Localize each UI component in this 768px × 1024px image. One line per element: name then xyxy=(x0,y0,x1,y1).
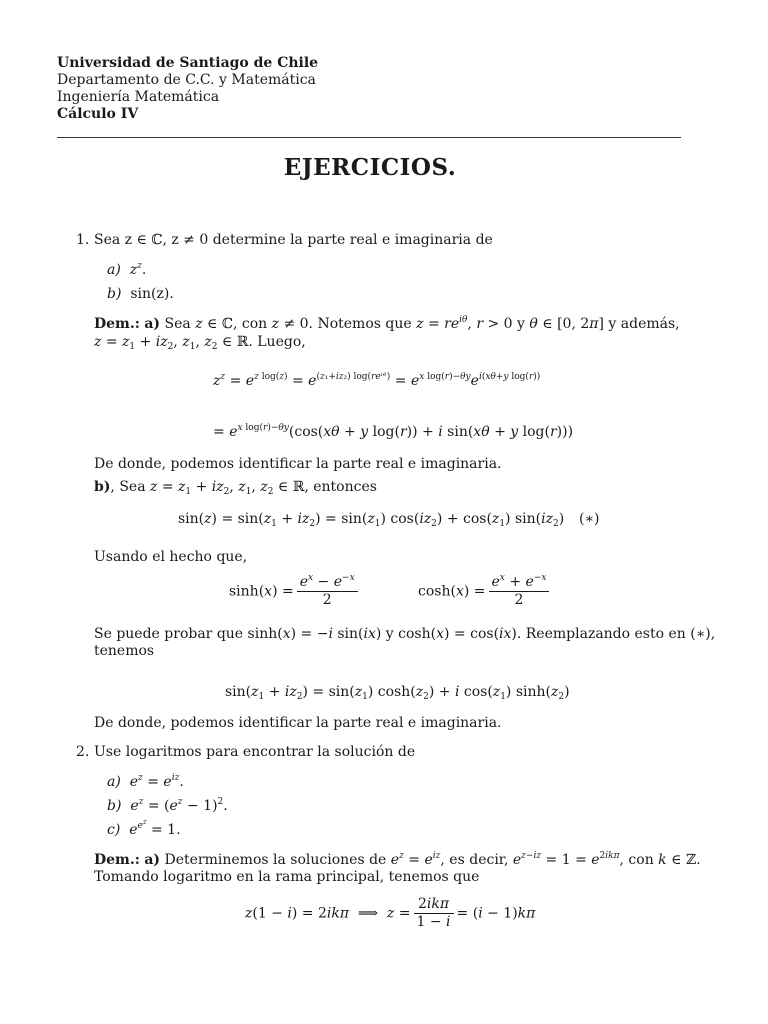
replace-line-1: Se puede probar que sinh(x) = −i sin(ix) y cosh(x) = cos(ix). Reemplazando esto en (∗), xyxy=(94,626,716,642)
item-label: b) xyxy=(107,798,122,814)
ex1-dem-b-line: b), Sea $z = z_1 + iz_2$, $z_1$, $z_2$ ∈ ℝ, entonces xyxy=(94,479,377,497)
course-name: Cálculo IV xyxy=(57,106,139,122)
ex2-dem-line2: Tomando logaritmo en la rama principal, tenemos que xyxy=(94,869,480,885)
university-name: Universidad de Santiago de Chile xyxy=(57,55,319,71)
item-label: c) xyxy=(107,822,121,838)
replace-line-2: tenemos xyxy=(94,643,155,659)
using-fact-text: Usando el hecho que, xyxy=(94,549,248,565)
equation-zz-expanded: = $e^{x log(r)-\theta y}(\cos(x\theta + y$ log(r)) + i sin(xθ + y log(r))) xyxy=(213,423,574,440)
exercise-2-item-a: a) $e^z = e^{iz}$. xyxy=(107,773,184,790)
header-divider xyxy=(57,137,681,138)
exercise-2-statement: Use logaritmos para encontrar la solución de xyxy=(94,744,416,760)
exercise-2-number: 2. xyxy=(76,744,90,760)
dem-label: Dem.: xyxy=(94,316,140,332)
item-label: a) xyxy=(107,262,121,278)
equation-sin-sum: $\sin(z) = \sin(z_1 + iz_2) = \sin(z_1) \cos(iz_2) + \cos(z_1)$ $\sin(iz_2)$ xyxy=(178,511,565,529)
item-b-text: sin(z). xyxy=(130,286,174,302)
ex1-conclusion: De donde, podemos identificar la parte real e imaginaria. xyxy=(94,456,502,472)
dem-part-label: b) xyxy=(94,479,111,495)
equation-sin-sinh-cosh: $\sin(z_1 + iz_2) = \sin(z_1) \cosh(z_2) + i$ $\cos(z_1)$ $\sinh(z_2)$ xyxy=(225,684,570,702)
page-title: EJERCICIOS. xyxy=(283,154,457,181)
department-name: Departamento de C.C. y Matemática xyxy=(57,72,316,88)
item-label: a) xyxy=(107,774,121,790)
exercise-1-statement: Sea z ∈ ℂ, z ≠ 0 determine la parte real e imaginaria de xyxy=(94,232,493,248)
exercise-2-item-b: b) $e^z = (e^z - 1)^2$. xyxy=(107,797,228,814)
equation-log-solution: z(1 − i) = 2ikπ ⟹ z = $\frac{\text{2ikπ}}{1 - i}$ = (i − 1)kπ xyxy=(245,896,536,930)
item-label: b) xyxy=(107,286,122,302)
ex1-conclusion-2: De donde, podemos identificar la parte real e imaginaria. xyxy=(94,715,502,731)
exercise-1-item-a: a) $z^z$. xyxy=(107,261,147,278)
equation-zz-exponential: $z^z = e^{z log(z)} = e^{(z_1+iz_2) log(re^iᶿ)} = e^{x log(r)-\theta y}e^{i(x\theta+y log(r))}$ xyxy=(213,372,541,389)
exercise-2-item-c: c) $e^{e^z} = 1$. xyxy=(107,818,181,838)
exercise-1-number: 1. xyxy=(76,232,90,248)
equation-sinh: sinh(x) = $\frac{e^x - e^{-x}}{2}$ xyxy=(229,574,361,609)
ex2-dem-line1: Dem.: a) Determinemos la soluciones de $e^z = e^{iz}$, es decir, $e^{z-iz} = 1 = e^{2ik\pi}$, con k ∈ ℤ. xyxy=(94,851,701,868)
dem-part-label: a) xyxy=(144,852,161,868)
ex1-dem-a-line1: Dem.: a) Sea z ∈ ℂ, con z ≠ 0. Notemos que $z = re^{i\theta}$, r > 0 y θ ∈ [0, 2π] y además, xyxy=(94,315,680,332)
exercise-1-item-b xyxy=(107,285,174,303)
ex1-dem-a-line2: $z = z_1 + iz_2$, $z_1$, $z_2$ ∈ ℝ. Luego, xyxy=(94,334,306,352)
dem-part-label: a) xyxy=(144,316,161,332)
program-name: Ingeniería Matemática xyxy=(57,89,220,105)
equation-tag-star: (∗) xyxy=(579,511,600,527)
equation-cosh: cosh(x) = $\frac{e^x + e^{-x}}{2}$ xyxy=(418,574,552,609)
dem-label: Dem.: xyxy=(94,852,140,868)
